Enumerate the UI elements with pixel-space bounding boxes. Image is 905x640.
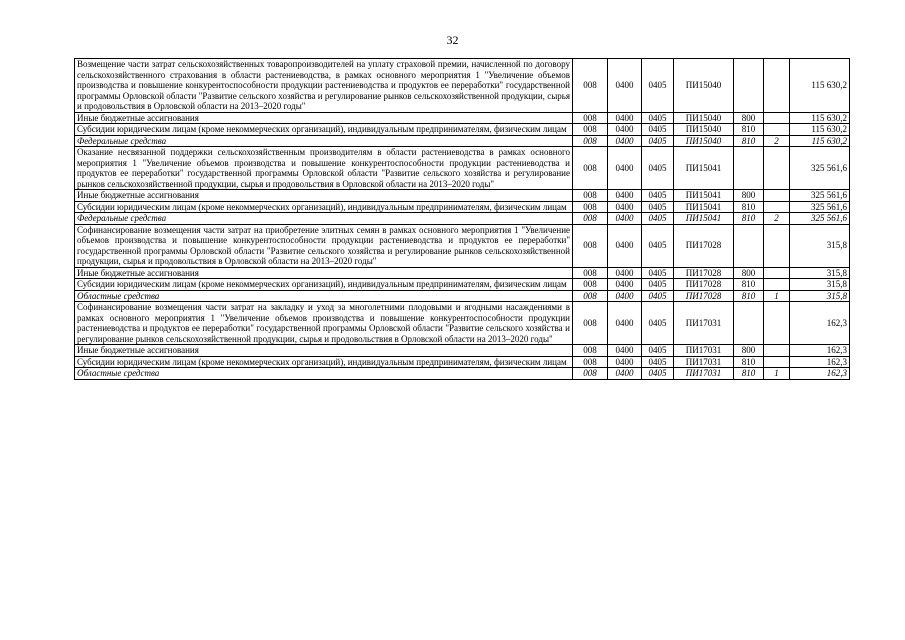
subsection-code-cell: 0405 [642, 302, 674, 345]
table-row [75, 267, 850, 279]
row-name-cell: Областные средства [75, 290, 573, 302]
subsection-code-cell: 0405 [642, 147, 674, 190]
subsection-code-cell: 0405 [642, 135, 674, 147]
section-code-cell: 0400 [608, 302, 642, 345]
section-code-cell: 0400 [608, 201, 642, 213]
funding-source-cell [764, 345, 790, 357]
target-article-cell: ПИ15041 [674, 213, 734, 225]
subsection-code-cell: 0405 [642, 356, 674, 368]
expense-type-cell: 810 [734, 356, 764, 368]
section-code-cell: 0400 [608, 213, 642, 225]
target-article-cell: ПИ15041 [674, 147, 734, 190]
section-code-cell: 0400 [608, 190, 642, 202]
ministry-code-cell: 008 [573, 356, 608, 368]
amount-cell: 162,3 [790, 345, 850, 357]
funding-source-cell [764, 190, 790, 202]
table-row [75, 201, 850, 213]
row-name-cell: Федеральные средства [75, 213, 573, 225]
table-row [75, 302, 850, 345]
funding-source-cell [764, 112, 790, 124]
row-name-cell: Иные бюджетные ассигнования [75, 190, 573, 202]
target-article-cell: ПИ15040 [674, 135, 734, 147]
expense-type-cell [734, 224, 764, 267]
row-name-cell: Субсидии юридическим лицам (кроме некоммерческих организаций), индивидуальным предпринимателям, физическим лицам [75, 124, 573, 136]
amount-cell: 325 561,6 [790, 147, 850, 190]
row-name-cell: Субсидии юридическим лицам (кроме некоммерческих организаций), индивидуальным предпринимателям, физическим лицам [75, 356, 573, 368]
amount-cell: 162,3 [790, 368, 850, 380]
table-row [75, 59, 850, 113]
row-name-cell: Иные бюджетные ассигнования [75, 345, 573, 357]
funding-source-cell: 1 [764, 290, 790, 302]
section-code-cell: 0400 [608, 368, 642, 380]
row-name-cell: Федеральные средства [75, 135, 573, 147]
expense-type-cell [734, 302, 764, 345]
section-code-cell: 0400 [608, 124, 642, 136]
expense-type-cell: 800 [734, 112, 764, 124]
section-code-cell: 0400 [608, 290, 642, 302]
funding-source-cell [764, 147, 790, 190]
table-row [75, 135, 850, 147]
amount-cell: 325 561,6 [790, 190, 850, 202]
ministry-code-cell: 008 [573, 135, 608, 147]
subsection-code-cell: 0405 [642, 201, 674, 213]
table-row [75, 147, 850, 190]
expense-type-cell: 810 [734, 124, 764, 136]
funding-source-cell [764, 356, 790, 368]
ministry-code-cell: 008 [573, 345, 608, 357]
expense-type-cell: 810 [734, 368, 764, 380]
row-name-cell: Оказание несвязанной поддержки сельскохозяйственным производителям в области растениеводства в рамках основного мероприятия 1 "Увеличение объемов производства и повышение конкурентоспособности продукции растениеводства и продуктов ее переработки" государственной программы Орловской области "Развитие сельского хозяйства и регулирование рынков сельскохозяйственной продукции, сырья и продовольствия в Орловской области на 2013–2020 годы" [75, 147, 573, 190]
target-article-cell: ПИ15040 [674, 59, 734, 113]
expense-type-cell: 810 [734, 135, 764, 147]
amount-cell: 162,3 [790, 302, 850, 345]
section-code-cell: 0400 [608, 356, 642, 368]
subsection-code-cell: 0405 [642, 213, 674, 225]
table-row [75, 124, 850, 136]
ministry-code-cell: 008 [573, 124, 608, 136]
table-row [75, 190, 850, 202]
expense-type-cell: 810 [734, 213, 764, 225]
funding-source-cell [764, 59, 790, 113]
ministry-code-cell: 008 [573, 279, 608, 291]
expense-type-cell [734, 147, 764, 190]
expense-type-cell: 810 [734, 279, 764, 291]
row-name-cell: Иные бюджетные ассигнования [75, 267, 573, 279]
amount-cell: 315,8 [790, 279, 850, 291]
target-article-cell: ПИ15041 [674, 190, 734, 202]
amount-cell: 325 561,6 [790, 201, 850, 213]
expense-type-cell: 800 [734, 345, 764, 357]
amount-cell: 315,8 [790, 267, 850, 279]
target-article-cell: ПИ15041 [674, 201, 734, 213]
section-code-cell: 0400 [608, 59, 642, 113]
row-name-cell: Софинансирование возмещения части затрат на приобретение элитных семян в рамках основного мероприятия 1 "Увеличение объемов производства и повышение конкурентоспособности продукции растениеводства и продуктов ее переработки" государственной программы Орловской области "Развитие сельского хозяйства и регулирование рынков сельскохозяйственной продукции, сырья и продовольствия в Орловской области на 2013–2020 годы" [75, 224, 573, 267]
subsection-code-cell: 0405 [642, 124, 674, 136]
target-article-cell: ПИ17031 [674, 368, 734, 380]
section-code-cell: 0400 [608, 147, 642, 190]
ministry-code-cell: 008 [573, 368, 608, 380]
page-number: 32 [446, 33, 459, 47]
funding-source-cell: 2 [764, 213, 790, 225]
subsection-code-cell: 0405 [642, 112, 674, 124]
table-row [75, 356, 850, 368]
ministry-code-cell: 008 [573, 201, 608, 213]
row-name-cell: Возмещение части затрат сельскохозяйственных товаропроизводителей на уплату страховой премии, начисленной по договору сельскохозяйственного страхования в области растениеводства, в рамках основного мероприятия 1 "Увеличение объемов производства и повышение конкурентоспособности продукции растениеводства и продуктов ее переработки" государственной программы Орловской области "Развитие сельского хозяйства и регулирование рынков сельскохозяйственной продукции, сырья и продовольствия в Орловской области на 2013–2020 годы" [75, 59, 573, 113]
ministry-code-cell: 008 [573, 290, 608, 302]
amount-cell: 325 561,6 [790, 213, 850, 225]
row-name-cell: Областные средства [75, 368, 573, 380]
table-row [75, 224, 850, 267]
target-article-cell: ПИ17028 [674, 290, 734, 302]
target-article-cell: ПИ17031 [674, 345, 734, 357]
amount-cell: 115 630,2 [790, 124, 850, 136]
amount-cell: 162,3 [790, 356, 850, 368]
amount-cell: 115 630,2 [790, 135, 850, 147]
budget-table-body [75, 59, 850, 380]
ministry-code-cell: 008 [573, 267, 608, 279]
expense-type-cell: 800 [734, 190, 764, 202]
target-article-cell: ПИ17028 [674, 267, 734, 279]
expense-type-cell: 810 [734, 201, 764, 213]
funding-source-cell [764, 302, 790, 345]
subsection-code-cell: 0405 [642, 345, 674, 357]
amount-cell: 315,8 [790, 224, 850, 267]
amount-cell: 315,8 [790, 290, 850, 302]
section-code-cell: 0400 [608, 345, 642, 357]
subsection-code-cell: 0405 [642, 290, 674, 302]
row-name-cell: Субсидии юридическим лицам (кроме некоммерческих организаций), индивидуальным предпринимателям, физическим лицам [75, 201, 573, 213]
funding-source-cell [764, 267, 790, 279]
table-row [75, 279, 850, 291]
budget-table [74, 58, 850, 380]
expense-type-cell: 800 [734, 267, 764, 279]
subsection-code-cell: 0405 [642, 190, 674, 202]
ministry-code-cell: 008 [573, 224, 608, 267]
funding-source-cell: 1 [764, 368, 790, 380]
target-article-cell: ПИ15040 [674, 124, 734, 136]
target-article-cell: ПИ17028 [674, 279, 734, 291]
subsection-code-cell: 0405 [642, 368, 674, 380]
row-name-cell: Софинансирование возмещения части затрат на закладку и уход за многолетними плодовыми и ягодными насаждениями в рамках основного мероприятия 1 "Увеличение объемов производства и повышение конкурентоспособности продукции растениеводства и продуктов ее переработки" государственной программы Орловской области "Развитие сельского хозяйства и регулирование рынков сельскохозяйственной продукции, сырья и продовольствия в Орловской области на 2013–2020 годы" [75, 302, 573, 345]
target-article-cell: ПИ17031 [674, 302, 734, 345]
ministry-code-cell: 008 [573, 59, 608, 113]
target-article-cell: ПИ17028 [674, 224, 734, 267]
target-article-cell: ПИ15040 [674, 112, 734, 124]
funding-source-cell [764, 124, 790, 136]
section-code-cell: 0400 [608, 112, 642, 124]
table-row [75, 345, 850, 357]
subsection-code-cell: 0405 [642, 224, 674, 267]
row-name-cell: Иные бюджетные ассигнования [75, 112, 573, 124]
section-code-cell: 0400 [608, 279, 642, 291]
section-code-cell: 0400 [608, 224, 642, 267]
ministry-code-cell: 008 [573, 147, 608, 190]
amount-cell: 115 630,2 [790, 112, 850, 124]
funding-source-cell [764, 279, 790, 291]
ministry-code-cell: 008 [573, 213, 608, 225]
ministry-code-cell: 008 [573, 302, 608, 345]
table-row [75, 368, 850, 380]
row-name-cell: Субсидии юридическим лицам (кроме некоммерческих организаций), индивидуальным предпринимателям, физическим лицам [75, 279, 573, 291]
funding-source-cell: 2 [764, 135, 790, 147]
section-code-cell: 0400 [608, 267, 642, 279]
section-code-cell: 0400 [608, 135, 642, 147]
subsection-code-cell: 0405 [642, 279, 674, 291]
table-row [75, 213, 850, 225]
funding-source-cell [764, 201, 790, 213]
table-row [75, 112, 850, 124]
subsection-code-cell: 0405 [642, 267, 674, 279]
ministry-code-cell: 008 [573, 190, 608, 202]
amount-cell: 115 630,2 [790, 59, 850, 113]
target-article-cell: ПИ17031 [674, 356, 734, 368]
subsection-code-cell: 0405 [642, 59, 674, 113]
expense-type-cell: 810 [734, 290, 764, 302]
ministry-code-cell: 008 [573, 112, 608, 124]
funding-source-cell [764, 224, 790, 267]
expense-type-cell [734, 59, 764, 113]
table-row [75, 290, 850, 302]
